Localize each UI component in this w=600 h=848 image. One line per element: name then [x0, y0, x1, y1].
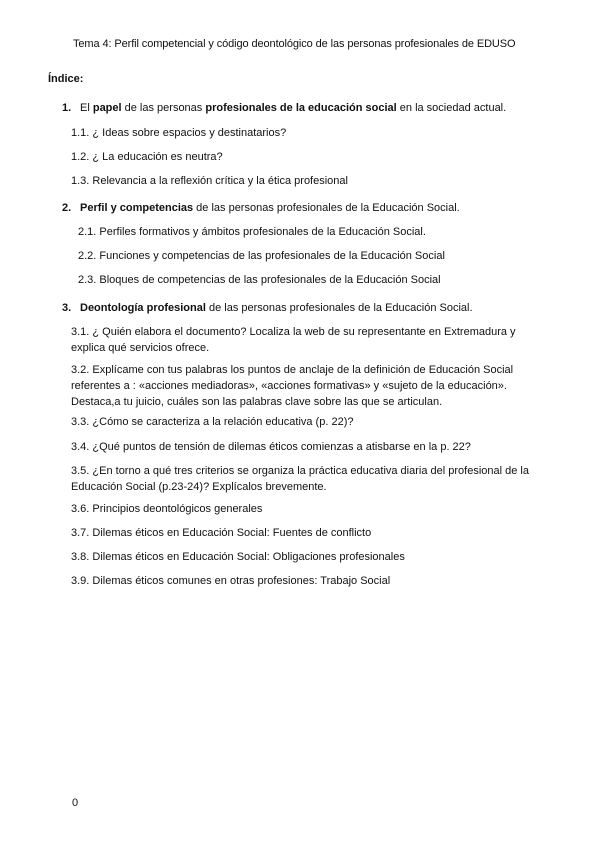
page-number: 0: [72, 797, 79, 809]
list-item: 1.1. ¿ Ideas sobre espacios y destinatarios?: [71, 127, 287, 139]
list-item: 2.1. Perfiles formativos y ámbitos profesionales de la Educación Social.: [78, 226, 426, 238]
list-item: 3.3. ¿Cómo se caracteriza a la relación educativa (p. 22)?: [71, 416, 354, 428]
list-item: 3.1. ¿ Quién elabora el documento? Localiza la web de su representante en Extremadura y explica qué servicios ofrece.: [71, 326, 516, 354]
list-item: 2.3. Bloques de competencias de las profesionales de la Educación Social: [78, 274, 441, 286]
list-item: 1.2. ¿ La educación es neutra?: [71, 151, 223, 163]
section-2-heading: 2. Perfil y competencias de las personas profesionales de la Educación Social.: [62, 202, 460, 214]
section-3-heading: 3. Deontología profesional de las personas profesionales de la Educación Social.: [62, 302, 473, 314]
list-item: 3.2. Explícame con tus palabras los puntos de anclaje de la definición de Educación Social referentes a : «acciones mediadoras», «acciones formativas» y «sujeto de la educación». Destaca,a tu juicio, cuáles son las palabras clave sobre las que se articulan.: [71, 364, 514, 408]
list-item: 3.5. ¿En torno a qué tres criterios se organiza la práctica educativa diaria del profesional de la Educación Social (p.23-24)? Explícalos brevemente.: [71, 465, 529, 493]
list-item: 1.3. Relevancia a la reflexión crítica y la ética profesional: [71, 175, 348, 187]
section-number: 3.: [62, 302, 72, 314]
list-item: 3.6. Principios deontológicos generales: [71, 503, 263, 515]
section-1-heading: 1. El papel de las personas profesionales de la educación social en la sociedad actual.: [62, 102, 507, 114]
list-item: 3.4. ¿Qué puntos de tensión de dilemas éticos comienzas a atisbarse en la p. 22?: [71, 441, 471, 453]
section-number: 1.: [62, 102, 72, 114]
list-item: 2.2. Funciones y competencias de las profesionales de la Educación Social: [78, 250, 445, 262]
list-item: 3.9. Dilemas éticos comunes en otras profesiones: Trabajo Social: [71, 575, 391, 587]
list-item: 3.8. Dilemas éticos en Educación Social: Obligaciones profesionales: [71, 551, 405, 563]
list-item: 3.7. Dilemas éticos en Educación Social: Fuentes de conflicto: [71, 527, 372, 539]
section-number: 2.: [62, 202, 72, 214]
page-header: Tema 4: Perfil competencial y código deontológico de las personas profesionales de EDUSO: [73, 38, 516, 50]
index-title: Índice:: [48, 73, 84, 85]
